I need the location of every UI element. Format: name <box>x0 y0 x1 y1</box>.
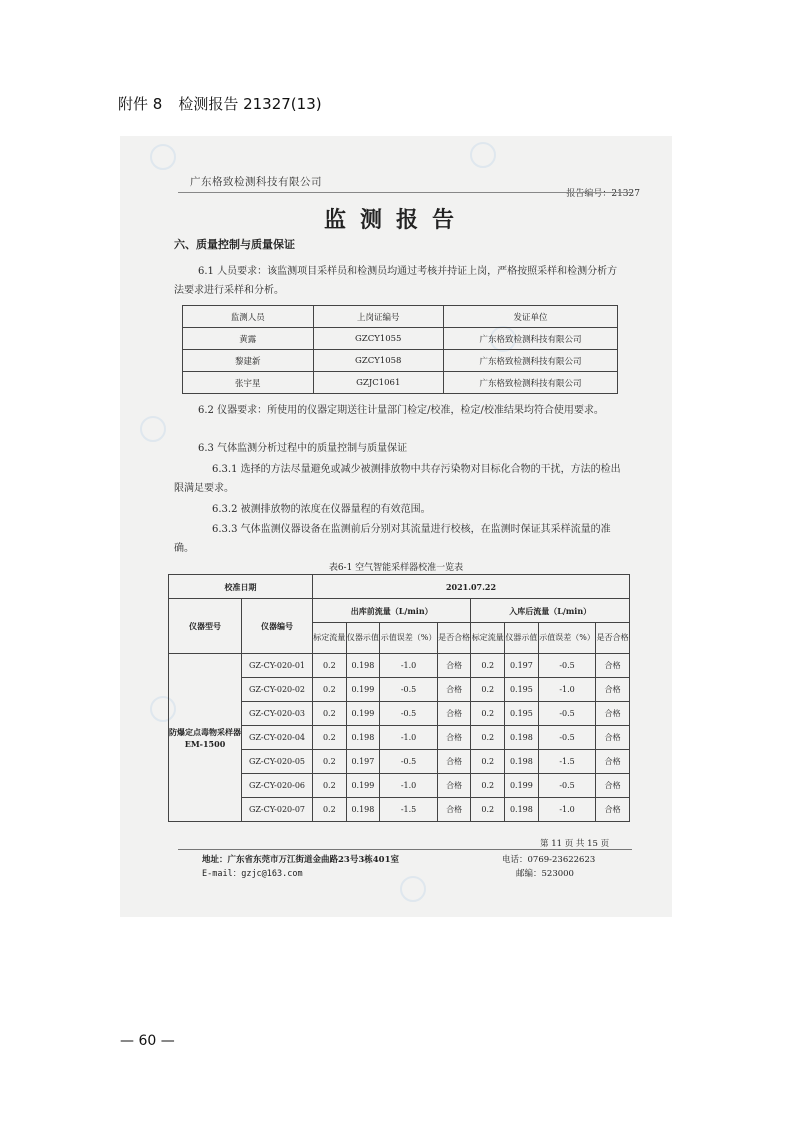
table-cell: GZCY1055 <box>313 328 444 350</box>
id-label: 仪器编号 <box>242 599 313 654</box>
table-cell: -1.0 <box>538 798 596 822</box>
table-cell: 合格 <box>596 702 630 726</box>
table-row <box>169 654 630 678</box>
table-cell: 合格 <box>437 798 471 822</box>
paragraph-6-3: 6.3 气体监测分析过程中的质量控制与质量保证 <box>198 443 408 454</box>
table-cell: 0.197 <box>346 750 380 774</box>
table-cell: 0.198 <box>346 798 380 822</box>
table-cell: GZ-CY-020-01 <box>242 654 313 678</box>
in-group-header: 入库后流量（L/min） <box>471 599 630 623</box>
table-cell: -1.0 <box>380 774 438 798</box>
table-cell: 合格 <box>596 798 630 822</box>
table-cell: -1.5 <box>538 750 596 774</box>
personnel-table <box>182 305 618 394</box>
model-label: 仪器型号 <box>169 599 242 654</box>
table-cell: 0.197 <box>505 654 539 678</box>
table-cell: 0.198 <box>346 726 380 750</box>
watermark-logo <box>400 876 426 902</box>
table-cell: -1.0 <box>380 654 438 678</box>
table-cell: 合格 <box>437 726 471 750</box>
sub-header: 示值误差（%） <box>538 623 596 654</box>
table-cell: 合格 <box>437 774 471 798</box>
table-cell: 广东格致检测科技有限公司 <box>444 372 618 394</box>
sub-header: 仪器示值 <box>346 623 380 654</box>
table-cell: 0.2 <box>471 678 505 702</box>
annex-title: 检测报告 21327(13) <box>178 95 322 113</box>
table-cell: GZ-CY-020-02 <box>242 678 313 702</box>
table-cell: 0.2 <box>471 750 505 774</box>
table-row <box>183 372 618 394</box>
email: E-mail：gzjc@163.com <box>202 869 303 879</box>
table-cell: 黄露 <box>183 328 314 350</box>
sub-header: 示值误差（%） <box>380 623 438 654</box>
table-cell: 0.195 <box>505 678 539 702</box>
date-label: 校准日期 <box>169 575 313 599</box>
report-title: 监测报告 <box>323 207 468 233</box>
table-cell: 0.2 <box>313 702 347 726</box>
table-cell: GZ-CY-020-07 <box>242 798 313 822</box>
table-cell: -0.5 <box>380 702 438 726</box>
table-cell: 0.198 <box>505 750 539 774</box>
table-header: 发证单位 <box>444 306 618 328</box>
table-cell: 广东格致检测科技有限公司 <box>444 328 618 350</box>
paragraph-6-1: 6.1 人员要求：该监测项目采样员和检测员均通过考核并持证上岗，严格按照采样和检测分析方法要求进行采样和分析。 <box>174 266 618 296</box>
table-cell: 黎建新 <box>183 350 314 372</box>
table-cell: 0.2 <box>313 750 347 774</box>
instrument-model: 防爆定点毒物采样器EM-1500 <box>169 654 242 822</box>
table-cell: 0.199 <box>346 702 380 726</box>
calibration-table <box>168 574 630 822</box>
sub-header: 标定流量 <box>471 623 505 654</box>
header-rule <box>178 192 632 193</box>
table-header: 上岗证编号 <box>313 306 444 328</box>
page-count: 第 11 页 共 15 页 <box>540 839 610 849</box>
calibration-date: 2021.07.22 <box>313 575 630 599</box>
scanned-report-page <box>120 136 672 917</box>
paragraph-6-3-1: 6.3.1 选择的方法尽量避免或减少被测排放物中共存污染物对目标化合物的干扰，方法的检出限满足要求。 <box>174 464 621 494</box>
table-row <box>183 328 618 350</box>
table-cell: -0.5 <box>538 726 596 750</box>
sub-header: 仪器示值 <box>505 623 539 654</box>
table-cell: 合格 <box>437 654 471 678</box>
annex-heading <box>118 93 322 114</box>
table-cell: -1.5 <box>380 798 438 822</box>
table-cell: 合格 <box>596 678 630 702</box>
table-cell: 0.198 <box>346 654 380 678</box>
table-cell: 0.2 <box>313 678 347 702</box>
table-cell: GZCY1058 <box>313 350 444 372</box>
table-cell: 合格 <box>437 702 471 726</box>
table-cell: 0.2 <box>471 774 505 798</box>
table-cell: 合格 <box>596 654 630 678</box>
table-cell: -0.5 <box>380 750 438 774</box>
table-row <box>183 350 618 372</box>
paragraph-6-2: 6.2 仪器要求：所使用的仪器定期送往计量部门检定/校准，检定/校准结果均符合使用要求。 <box>198 405 604 416</box>
table-header: 监测人员 <box>183 306 314 328</box>
table-cell: 0.199 <box>346 774 380 798</box>
table-cell: -0.5 <box>538 654 596 678</box>
page-number: — 60 — <box>120 1033 175 1049</box>
table-cell: GZ-CY-020-04 <box>242 726 313 750</box>
paragraph-6-3-3: 6.3.3 气体监测仪器设备在监测前后分别对其流量进行校核，在监测时保证其采样流量的准确。 <box>174 524 611 554</box>
table-caption: 表6-1 空气智能采样器校准一览表 <box>328 563 464 573</box>
table-cell: 0.2 <box>471 726 505 750</box>
table-cell: 广东格致检测科技有限公司 <box>444 350 618 372</box>
company-name: 广东格致检测科技有限公司 <box>190 176 322 188</box>
address: 地址：广东省东莞市万江街道金曲路23号3栋401室 <box>202 855 399 865</box>
table-row <box>169 599 630 623</box>
table-cell: 合格 <box>437 678 471 702</box>
sub-header: 是否合格 <box>437 623 471 654</box>
sub-header: 标定流量 <box>313 623 347 654</box>
table-cell: 0.2 <box>313 654 347 678</box>
table-cell: GZ-CY-020-05 <box>242 750 313 774</box>
table-cell: GZJC1061 <box>313 372 444 394</box>
paragraph-6-3-2: 6.3.2 被测排放物的浓度在仪器量程的有效范围。 <box>212 504 431 515</box>
table-cell: GZ-CY-020-03 <box>242 702 313 726</box>
table-cell: 0.2 <box>313 726 347 750</box>
section-heading: 六、质量控制与质量保证 <box>174 238 295 251</box>
table-cell: 0.2 <box>471 654 505 678</box>
watermark-logo <box>150 144 176 170</box>
table-cell: -1.0 <box>538 678 596 702</box>
annex-label: 附件 8 <box>118 95 163 113</box>
table-header-row <box>183 306 618 328</box>
table-row <box>169 575 630 599</box>
watermark-logo <box>140 416 166 442</box>
report-number: 报告编号：21327 <box>566 189 640 199</box>
table-cell: -0.5 <box>538 702 596 726</box>
table-cell: 0.2 <box>313 774 347 798</box>
table-cell: 张宇星 <box>183 372 314 394</box>
table-cell: 合格 <box>596 774 630 798</box>
table-cell: 0.198 <box>505 798 539 822</box>
table-cell: 0.2 <box>471 702 505 726</box>
sub-header: 是否合格 <box>596 623 630 654</box>
table-cell: 0.199 <box>346 678 380 702</box>
table-cell: 0.198 <box>505 726 539 750</box>
table-cell: 合格 <box>596 750 630 774</box>
table-cell: 合格 <box>596 726 630 750</box>
table-cell: 0.195 <box>505 702 539 726</box>
out-group-header: 出库前流量（L/min） <box>313 599 471 623</box>
table-cell: 合格 <box>437 750 471 774</box>
table-cell: -1.0 <box>380 726 438 750</box>
table-cell: 0.199 <box>505 774 539 798</box>
footer-rule <box>178 849 632 850</box>
postcode: 邮编：523000 <box>516 869 574 879</box>
table-cell: GZ-CY-020-06 <box>242 774 313 798</box>
table-cell: -0.5 <box>380 678 438 702</box>
watermark-logo <box>470 142 496 168</box>
table-cell: -0.5 <box>538 774 596 798</box>
table-cell: 0.2 <box>313 798 347 822</box>
table-cell: 0.2 <box>471 798 505 822</box>
telephone: 电话：0769-23622623 <box>502 855 596 865</box>
